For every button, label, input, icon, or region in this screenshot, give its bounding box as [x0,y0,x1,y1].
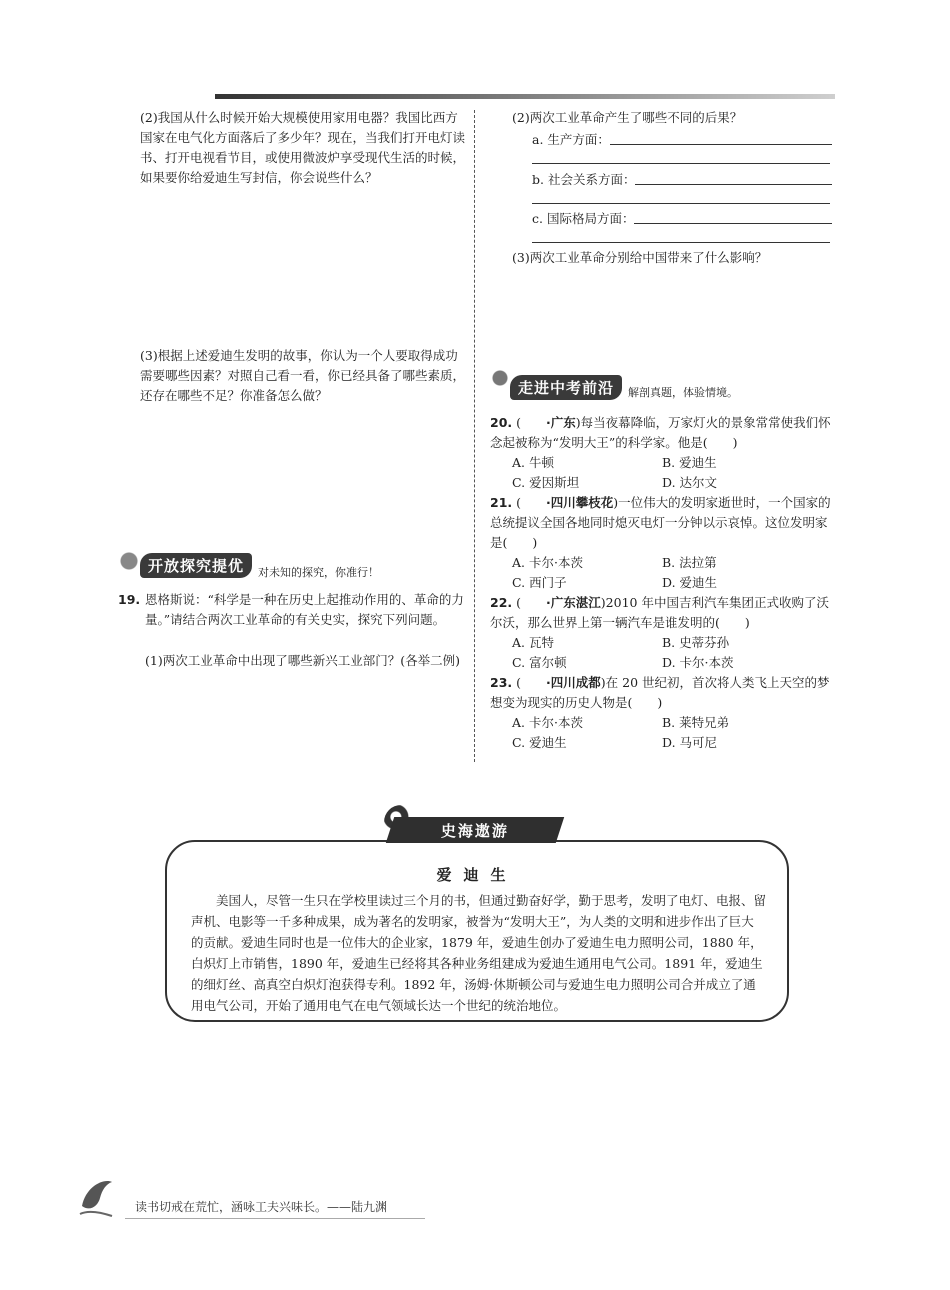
option-d: D. 达尔文 [662,475,718,490]
question-text: )2010 年中国吉利汽车集团正式收购了沃尔沃，那么世界上第一辆汽车是谁发明的( ) [490,595,829,630]
box-title: 爱迪生 [436,866,518,884]
left-question-2: (2)我国从什么时候开始大规模使用家用电器？我国比西方国家在电气化方面落后了多少年？现在，当我们打开电灯读书、打开电视看节目，或使用微波炉享受现代生活的时候，如果要你给爱迪生写封信，你会说些什么？ [140,110,466,185]
history-box-banner [386,817,564,843]
question-number: 23. [490,675,513,690]
options-row [512,473,812,493]
options-row [512,733,812,753]
question-source: ·广东 [546,415,576,430]
option-a: A. 牛顿 [512,455,554,470]
options-row [512,713,812,733]
question-number: 22. [490,595,513,610]
option-b: B. 法拉第 [662,555,717,570]
dolphin-icon [76,1172,116,1220]
question-number: 20. [490,415,513,430]
answer-line-c [532,209,832,229]
answer-label-b: b. 社会关系方面： [532,172,636,187]
options-row [512,633,812,653]
question-paren: ( [516,675,522,690]
option-b: B. 史蒂芬孙 [662,635,730,650]
options-row [512,653,812,673]
question-paren: ( [516,495,522,510]
blank-line [532,163,830,164]
options-row [512,453,812,473]
top-decorative-bar [215,94,835,99]
option-d: D. 马可尼 [662,735,718,750]
right-question-3: (3)两次工业革命分别给中国带来了什么影响？ [512,250,768,265]
question-22 [490,593,835,633]
footer-line [125,1218,425,1219]
option-a: A. 卡尔·本茨 [512,555,583,570]
question-text: )在 20 世纪初，首次将人类飞上天空的梦想变为现实的历史人物是( ) [490,675,830,710]
question-23 [490,673,835,713]
question-paren: ( [516,415,522,430]
question-text: )一位伟大的发明家逝世时，一个国家的总统提议全国各地同时熄灭电灯一分钟以示哀悼。这位发明家是( ) [490,495,831,550]
option-a: A. 卡尔·本茨 [512,715,583,730]
question-20 [490,413,835,453]
exam-banner-title: 走进中考前沿 [510,375,622,400]
option-d: D. 卡尔·本茨 [662,655,734,670]
answer-line-b [532,170,832,190]
history-box [165,840,789,1022]
left-question-3: (3)根据上述爱迪生发明的故事，你认为一个人要取得成功需要哪些因素？对照自己看一看，你已经具备了哪些素质，还存在哪些不足？你准备怎么做？ [140,348,466,403]
q19-part1: (1)两次工业革命中出现了哪些新兴工业部门？(各举二例) [145,653,460,668]
q19-text: 恩格斯说：“科学是一种在历史上起推动作用的、革命的力量。”请结合两次工业革命的有关史实，探究下列问题。 [145,592,464,627]
mascot-icon [490,369,510,399]
answer-label-c: c. 国际格局方面： [532,211,635,226]
blank-line [532,242,830,243]
options-row [512,573,812,593]
answer-label-a: a. 生产方面： [532,132,610,147]
question-paren: ( [516,595,522,610]
question-number: 21. [490,495,513,510]
answer-line-a [532,130,832,150]
blank-line [532,203,830,204]
option-c: C. 爱迪生 [512,735,567,750]
lightbulb-icon [118,549,140,579]
question-text: )每当夜幕降临，万家灯火的景象常常使我们怀念起被称为“发明大王”的科学家。他是( ) [490,415,831,450]
options-row [512,553,812,573]
option-c: C. 西门子 [512,575,567,590]
box-body: 美国人，尽管一生只在学校里读过三个月的书，但通过勤奋好学，勤于思考，发明了电灯、电报、留声机、电影等一千多种成果，成为著名的发明家，被誉为“发明大王”，为人类的文明和进步作出了巨大的贡献。爱迪生同时也是一位伟大的企业家，1879 年，爱迪生创办了爱迪生电力照明公司，1880 年，白炽灯上市销售，1890 年，爱迪生已经将其各种业务组建成为爱迪生通用电气公司。1891 年，爱迪生的细灯丝、高真空白炽灯泡获得专利。1892 年，汤姆·休斯顿公司与爱迪生电力照明公司合并成立了通用电气公司，开始了通用电气在电气领域长达一个世纪的统治地位。 [191,893,767,1013]
history-box-banner-text: 史海遨游 [440,821,509,840]
q19-number: 19. [118,592,141,607]
option-b: B. 爱迪生 [662,455,717,470]
question-21 [490,493,835,553]
option-c: C. 富尔顿 [512,655,567,670]
exam-banner-subtitle: 解剖真题，体验情境。 [628,386,739,399]
column-divider [474,110,475,762]
question-source: ·广东湛江 [546,595,601,610]
footer-quote: 读书切戒在荒忙，涵咏工夫兴味长。——陆九渊 [135,1200,388,1214]
option-c: C. 爱因斯坦 [512,475,580,490]
option-a: A. 瓦特 [512,635,554,650]
open-inquiry-banner [118,553,379,577]
right-question-2: (2)两次工业革命产生了哪些不同的后果？ [512,110,743,125]
question-source: ·四川攀枝花 [546,495,614,510]
open-inquiry-subtitle: 对未知的探究，你准行！ [258,566,380,579]
option-d: D. 爱迪生 [662,575,718,590]
open-inquiry-title: 开放探究提优 [140,553,252,578]
question-source: ·四川成都 [546,675,601,690]
option-b: B. 莱特兄弟 [662,715,730,730]
exam-banner [490,375,738,399]
